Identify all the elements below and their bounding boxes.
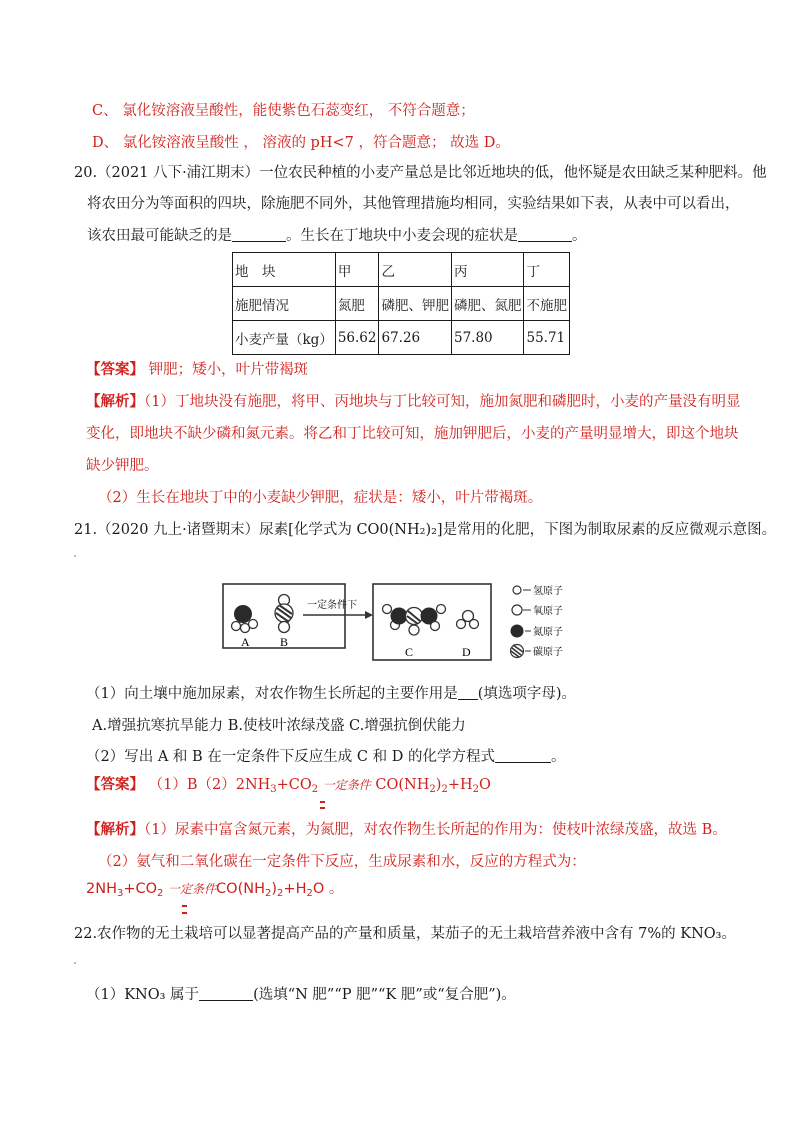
- hydrogen-atom-icon: [470, 620, 479, 629]
- q21-line1: 21.（2020 九上·诸暨期末）尿素[化学式为 CO0(NH₂)₂]是常用的化肥，下图为制取尿素的反应微观示意图。: [74, 522, 777, 538]
- table-cell: 地 块: [233, 253, 336, 287]
- table-cell: 磷肥、钾肥: [379, 287, 452, 321]
- q21-answer: 【答案】 $(1)B(2)2NH_3+CO_2$ 一定条件 $CO(NH_2)_2+H_2O$: [86, 776, 491, 795]
- table-cell: 小麦产量（kg）: [233, 321, 336, 355]
- artifact-dot: [74, 962, 76, 964]
- q22-q1: （1）KNO₃ 属于 (选填“N 肥”“P 肥”“K 肥”或“复合肥”)。: [86, 987, 516, 1003]
- q20-line3: 该农田最可能缺乏的是 。生长在丁地块中小麦会现的症状是 。: [87, 228, 587, 244]
- table-cell: 67.26: [379, 321, 452, 355]
- nitrogen-atom-icon: [234, 605, 252, 623]
- equation-mark: [320, 807, 325, 809]
- q20-analysis-4: （2）生长在地块丁中的小麦缺少钾肥，症状是：矮小，叶片带褐斑。: [98, 490, 543, 506]
- table-row: [233, 321, 570, 355]
- q22-line1: 22.农作物的无土栽培可以显著提高产品的产量和质量，某茄子的无土栽培营养液中含有 7%的 KNO₃。: [74, 926, 736, 942]
- hydrogen-atom-icon: [457, 620, 466, 629]
- equation-mark: [182, 905, 187, 907]
- table-cell: 甲: [335, 253, 379, 287]
- q21-analysis-2: （2）氨气和二氧化碳在一定条件下反应，生成尿素和水，反应的方程式为：: [98, 854, 586, 870]
- blank-5[interactable]: [199, 986, 253, 1001]
- legend-nitrogen-icon: [511, 625, 524, 638]
- legend-item: 氧原子: [533, 606, 563, 617]
- equation-mark: [182, 912, 187, 914]
- q20-analysis-1: 【解析】（1）丁地块没有施肥，将甲、丙地块与丁比较可知，施加氮肥和磷肥时，小麦的产量没有明显: [86, 393, 741, 410]
- legend-item: 氢原子: [533, 586, 563, 597]
- table-cell: 57.80: [451, 321, 524, 355]
- equation-mark: [320, 801, 325, 803]
- table-cell: 丙: [451, 253, 524, 287]
- q21-analysis-1: 【解析】（1）尿素中富含氮元素，为氮肥，对农作物生长所起的作用为：使枝叶浓绿茂盛，故选 B。: [86, 821, 727, 838]
- q21-q2: （2）写出 A 和 B 在一定条件下反应生成 C 和 D 的化学方程式 。: [86, 749, 566, 765]
- legend-item: 氮原子: [533, 627, 563, 638]
- arrow-label: 一定条件下: [307, 600, 357, 611]
- table-cell: 56.62: [335, 321, 379, 355]
- blank-1[interactable]: [232, 227, 286, 242]
- hydrogen-atom-icon: [383, 605, 392, 614]
- table-cell: 55.71: [524, 321, 570, 355]
- reaction-diagram: [221, 578, 581, 670]
- label-a: A: [241, 635, 250, 649]
- legend-item: 碳原子: [533, 647, 563, 658]
- oxygen-atom-icon: [409, 625, 419, 635]
- table-row: [233, 287, 570, 321]
- hydrogen-atom-icon: [437, 605, 446, 614]
- q21-equation: $2NH_3+CO_2$ 一定条件$CO(NH_2)_2+H_2O$ 。: [86, 881, 344, 899]
- blank-4[interactable]: [495, 748, 551, 763]
- option-c: C、 氯化铵溶液呈酸性，能使紫色石蕊变红， 不符合题意；: [92, 103, 475, 119]
- blank-2[interactable]: [518, 227, 572, 242]
- legend-oxygen-icon: [512, 605, 522, 615]
- artifact-dot: [74, 555, 76, 557]
- q20-line2: 将农田分为等面积的四块，除施肥不同外，其他管理措施均相同，实验结果如下表，从表中可以看出，: [87, 196, 740, 212]
- blank-3[interactable]: [458, 685, 478, 700]
- q20-answer: 【答案】 钾肥；矮小，叶片带褐斑: [86, 361, 309, 378]
- arrow-head-icon: [365, 611, 373, 619]
- q20-analysis-3: 缺少钾肥。: [86, 458, 159, 474]
- q21-options: A.增强抗寒抗旱能力 B.使枝叶浓绿茂盛 C.增强抗倒伏能力: [92, 718, 466, 734]
- fertilizer-table: [232, 252, 570, 355]
- hydrogen-atom-icon: [249, 620, 258, 629]
- table-cell: 不施肥: [524, 287, 570, 321]
- option-d: D、 氯化铵溶液呈酸性 ， 溶液的 pH<7 ，符合题意； 故选 D。: [92, 135, 510, 151]
- label-b: B: [280, 635, 289, 649]
- table-cell: 乙: [379, 253, 452, 287]
- hydrogen-atom-icon: [431, 622, 440, 631]
- oxygen-atom-icon: [279, 622, 290, 633]
- legend-hydrogen-icon: [513, 586, 521, 594]
- label-d: D: [462, 645, 471, 659]
- table-cell: 磷肥、氮肥: [451, 287, 524, 321]
- q20-analysis-2: 变化，即地块不缺少磷和氮元素。将乙和丁比较可知，施加钾肥后，小麦的产量明显增大，即这个地块: [86, 426, 739, 442]
- q21-q1: （1）向土壤中施加尿素，对农作物生长所起的主要作用是 (填选项字母)。: [86, 686, 577, 702]
- q20-line1: 20.（2021 八下·浦江期末）一位农民种植的小麦产量总是比邻近地块的低，他怀疑是农田缺乏某种肥料。他: [74, 165, 767, 181]
- table-cell: 丁: [524, 253, 570, 287]
- label-c: C: [405, 645, 414, 659]
- table-cell: 氮肥: [335, 287, 379, 321]
- table-row: [233, 253, 570, 287]
- hydrogen-atom-icon: [232, 622, 241, 631]
- table-cell: 施肥情况: [233, 287, 336, 321]
